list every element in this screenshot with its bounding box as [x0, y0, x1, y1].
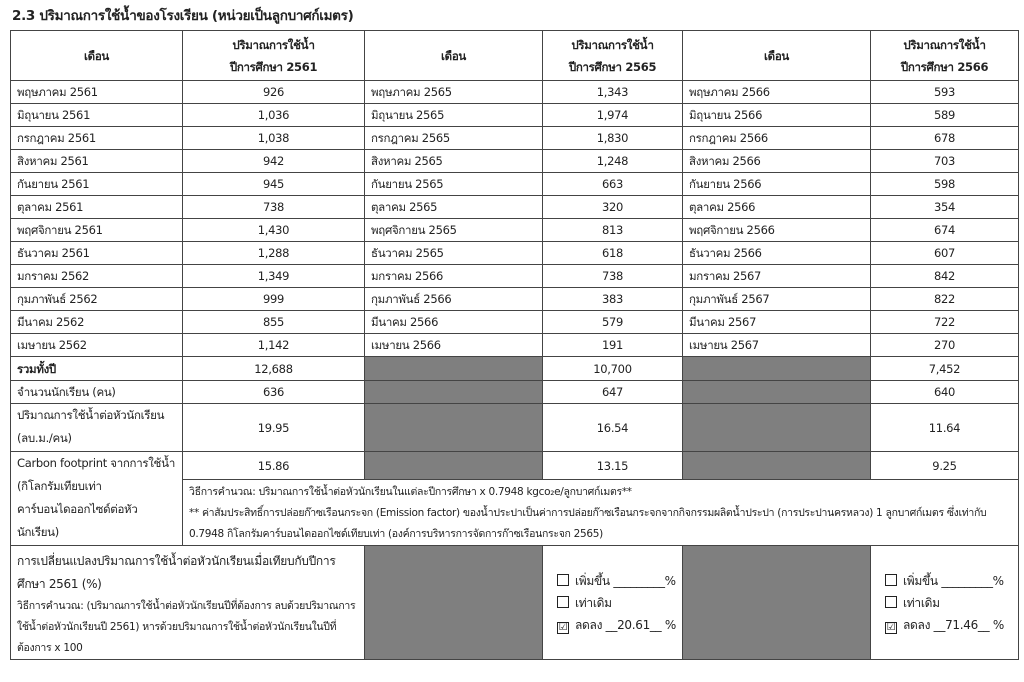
- month-cell: สิงหาคม 2566: [683, 150, 871, 173]
- calculation-note: วิธีการคำนวณ: ปริมาณการใช้น้ำต่อหัวนักเรียนในแต่ละปีการศึกษา x 0.7948 kgco₂e/ลูกบาศก์เมตร**: [189, 486, 632, 498]
- month-cell: กุมภาพันธ์ 2562: [11, 288, 183, 311]
- month-cell: มีนาคม 2566: [365, 311, 543, 334]
- total-value-3: 7,452: [871, 357, 1019, 381]
- usage-header-2: ปริมาณการใช้น้ำ ปีการศึกษา 2565: [543, 31, 683, 81]
- checkbox-icon[interactable]: [557, 596, 569, 608]
- usage-header-1: ปริมาณการใช้น้ำ ปีการศึกษา 2561: [183, 31, 365, 81]
- table-row: [11, 104, 1019, 127]
- month-cell: กุมภาพันธ์ 2566: [365, 288, 543, 311]
- month-cell: มิถุนายน 2561: [11, 104, 183, 127]
- month-header-1: เดือน: [11, 31, 183, 81]
- usage-cell: 1,288: [183, 242, 365, 265]
- usage-cell: 1,430: [183, 219, 365, 242]
- usage-cell: 822: [871, 288, 1019, 311]
- usage-cell: 738: [543, 265, 683, 288]
- month-cell: พฤษภาคม 2561: [11, 81, 183, 104]
- usage-cell: 618: [543, 242, 683, 265]
- usage-cell: 607: [871, 242, 1019, 265]
- usage-cell: 663: [543, 173, 683, 196]
- month-cell: มกราคม 2567: [683, 265, 871, 288]
- checked-checkbox-icon[interactable]: ☑: [886, 621, 896, 633]
- month-cell: กันยายน 2566: [683, 173, 871, 196]
- month-cell: กรกฎาคม 2566: [683, 127, 871, 150]
- change-label: การเปลี่ยนแปลงปริมาณการใช้น้ำต่อหัวนักเรียนเมื่อเทียบกับปีการศึกษา 2561 (%): [17, 554, 336, 591]
- usage-cell: 1,142: [183, 334, 365, 357]
- month-cell: เมษายน 2562: [11, 334, 183, 357]
- shaded-cell: [683, 404, 871, 452]
- shaded-cell: [683, 357, 871, 381]
- table-row: [11, 242, 1019, 265]
- usage-cell: 354: [871, 196, 1019, 219]
- usage-cell: 1,248: [543, 150, 683, 173]
- month-header-2: เดือน: [365, 31, 543, 81]
- month-cell: กันยายน 2561: [11, 173, 183, 196]
- carbon-note: [183, 480, 1019, 546]
- shaded-cell: [365, 381, 543, 404]
- header-row: [11, 31, 1019, 81]
- month-cell: กุมภาพันธ์ 2567: [683, 288, 871, 311]
- month-cell: มิถุนายน 2565: [365, 104, 543, 127]
- shaded-cell: [365, 357, 543, 381]
- students-value-1: 636: [183, 381, 365, 404]
- checked-checkbox-icon[interactable]: ☑: [558, 621, 568, 633]
- usage-cell: 813: [543, 219, 683, 242]
- table-row: [11, 219, 1019, 242]
- change-label-cell: [11, 546, 365, 660]
- change-options-2: [543, 546, 683, 660]
- per-student-value-1: 19.95: [183, 404, 365, 452]
- option-decrease[interactable]: ☑ ลดลง __71.46__ %: [886, 617, 1004, 633]
- table-row: [11, 288, 1019, 311]
- emission-factor-note: ** ค่าสัมประสิทธิ์การปล่อยก๊าซเรือนกระจก (Emission factor) ของน้ำประปาเป็นค่าการปล่อยก๊าซเรือนกระจกจากกิจกรรมผลิตน้ำประปา (การประปานครหลวง) 1 ลูกบาศก์เมตร ซึ่งเท่ากับ 0.7948 กิโลกรัมคาร์บอนไดออกไซด์เทียบเท่า (องค์การบริหารการจัดการก๊าซเรือนกระจก 2565): [189, 507, 987, 540]
- usage-cell: 738: [183, 196, 365, 219]
- change-method: วิธีการคำนวณ: (ปริมาณการใช้น้ำต่อหัวนักเรียนปีที่ต้องการ ลบด้วยปริมาณการใช้น้ำต่อหัวนักเรียนปี 2561) หารด้วยปริมาณการใช้น้ำต่อหัวนักเรียนในปีที่ต้องการ x 100: [17, 600, 356, 654]
- checkbox-icon[interactable]: [885, 596, 897, 608]
- usage-cell: 579: [543, 311, 683, 334]
- change-options-3: [871, 546, 1019, 660]
- carbon-value-3: 9.25: [871, 452, 1019, 480]
- shaded-cell: [365, 452, 543, 480]
- month-cell: พฤศจิกายน 2561: [11, 219, 183, 242]
- table-row: [11, 150, 1019, 173]
- total-value-1: 12,688: [183, 357, 365, 381]
- month-cell: พฤศจิกายน 2565: [365, 219, 543, 242]
- monthly-rows: [11, 81, 1019, 660]
- total-row: [11, 357, 1019, 381]
- shaded-cell: [683, 452, 871, 480]
- usage-cell: 270: [871, 334, 1019, 357]
- per-student-row: [11, 404, 1019, 452]
- students-row: [11, 381, 1019, 404]
- usage-cell: 855: [183, 311, 365, 334]
- month-cell: มีนาคม 2567: [683, 311, 871, 334]
- usage-cell: 945: [183, 173, 365, 196]
- table-row: [11, 334, 1019, 357]
- total-label: รวมทั้งปี: [11, 357, 183, 381]
- carbon-label: Carbon footprint จากการใช้น้ำ (กิโลกรัมเทียบเท่าคาร์บอนไดออกไซด์ต่อหัวนักเรียน): [11, 452, 183, 546]
- month-cell: เมษายน 2567: [683, 334, 871, 357]
- option-decrease[interactable]: ☑ ลดลง __20.61__ %: [558, 617, 676, 633]
- option-increase[interactable]: เพิ่มขึ้น _________%: [885, 570, 1012, 592]
- month-cell: ตุลาคม 2565: [365, 196, 543, 219]
- total-value-2: 10,700: [543, 357, 683, 381]
- shaded-cell: [365, 546, 543, 660]
- month-cell: เมษายน 2566: [365, 334, 543, 357]
- carbon-row: [11, 452, 1019, 480]
- checkbox-icon[interactable]: [557, 574, 569, 586]
- carbon-value-1: 15.86: [183, 452, 365, 480]
- table-row: [11, 311, 1019, 334]
- table-row: [11, 173, 1019, 196]
- usage-cell: 999: [183, 288, 365, 311]
- usage-cell: 191: [543, 334, 683, 357]
- month-cell: ธันวาคม 2561: [11, 242, 183, 265]
- students-value-3: 640: [871, 381, 1019, 404]
- option-increase[interactable]: เพิ่มขึ้น _________%: [557, 570, 676, 592]
- change-row: [11, 546, 1019, 660]
- usage-cell: 842: [871, 265, 1019, 288]
- usage-cell: 1,343: [543, 81, 683, 104]
- option-same[interactable]: เท่าเดิม: [885, 592, 1012, 614]
- usage-cell: 942: [183, 150, 365, 173]
- carbon-value-2: 13.15: [543, 452, 683, 480]
- section-title: 2.3 ปริมาณการใช้น้ำของโรงเรียน (หน่วยเป็นลูกบาศก์เมตร): [12, 8, 354, 24]
- usage-cell: 1,036: [183, 104, 365, 127]
- usage-cell: 674: [871, 219, 1019, 242]
- per-student-label: ปริมาณการใช้น้ำต่อหัวนักเรียน (ลบ.ม./คน): [11, 404, 183, 452]
- water-usage-table: [10, 30, 1019, 660]
- usage-header-3: ปริมาณการใช้น้ำ ปีการศึกษา 2566: [871, 31, 1019, 81]
- students-value-2: 647: [543, 381, 683, 404]
- per-student-value-2: 16.54: [543, 404, 683, 452]
- month-cell: มกราคม 2562: [11, 265, 183, 288]
- usage-cell: 926: [183, 81, 365, 104]
- month-cell: มิถุนายน 2566: [683, 104, 871, 127]
- usage-cell: 589: [871, 104, 1019, 127]
- usage-cell: 703: [871, 150, 1019, 173]
- month-cell: ตุลาคม 2561: [11, 196, 183, 219]
- usage-cell: 320: [543, 196, 683, 219]
- table-row: [11, 265, 1019, 288]
- month-cell: กรกฎาคม 2565: [365, 127, 543, 150]
- checkbox-icon[interactable]: [885, 574, 897, 586]
- table-row: [11, 127, 1019, 150]
- shaded-cell: [365, 404, 543, 452]
- students-label: จำนวนนักเรียน (คน): [11, 381, 183, 404]
- usage-cell: 598: [871, 173, 1019, 196]
- usage-cell: 1,349: [183, 265, 365, 288]
- month-cell: พฤษภาคม 2565: [365, 81, 543, 104]
- shaded-cell: [683, 546, 871, 660]
- month-cell: กันยายน 2565: [365, 173, 543, 196]
- month-cell: ธันวาคม 2566: [683, 242, 871, 265]
- month-cell: พฤษภาคม 2566: [683, 81, 871, 104]
- usage-cell: 1,830: [543, 127, 683, 150]
- month-cell: มกราคม 2566: [365, 265, 543, 288]
- month-cell: กรกฎาคม 2561: [11, 127, 183, 150]
- month-cell: พฤศจิกายน 2566: [683, 219, 871, 242]
- usage-cell: 722: [871, 311, 1019, 334]
- usage-cell: 1,038: [183, 127, 365, 150]
- month-cell: ธันวาคม 2565: [365, 242, 543, 265]
- month-cell: สิงหาคม 2565: [365, 150, 543, 173]
- month-cell: มีนาคม 2562: [11, 311, 183, 334]
- per-student-value-3: 11.64: [871, 404, 1019, 452]
- month-cell: ตุลาคม 2566: [683, 196, 871, 219]
- shaded-cell: [683, 381, 871, 404]
- table-row: [11, 196, 1019, 219]
- usage-cell: 678: [871, 127, 1019, 150]
- usage-cell: 383: [543, 288, 683, 311]
- usage-cell: 1,974: [543, 104, 683, 127]
- option-same[interactable]: เท่าเดิม: [557, 592, 676, 614]
- month-cell: สิงหาคม 2561: [11, 150, 183, 173]
- month-header-3: เดือน: [683, 31, 871, 81]
- usage-cell: 593: [871, 81, 1019, 104]
- table-row: [11, 81, 1019, 104]
